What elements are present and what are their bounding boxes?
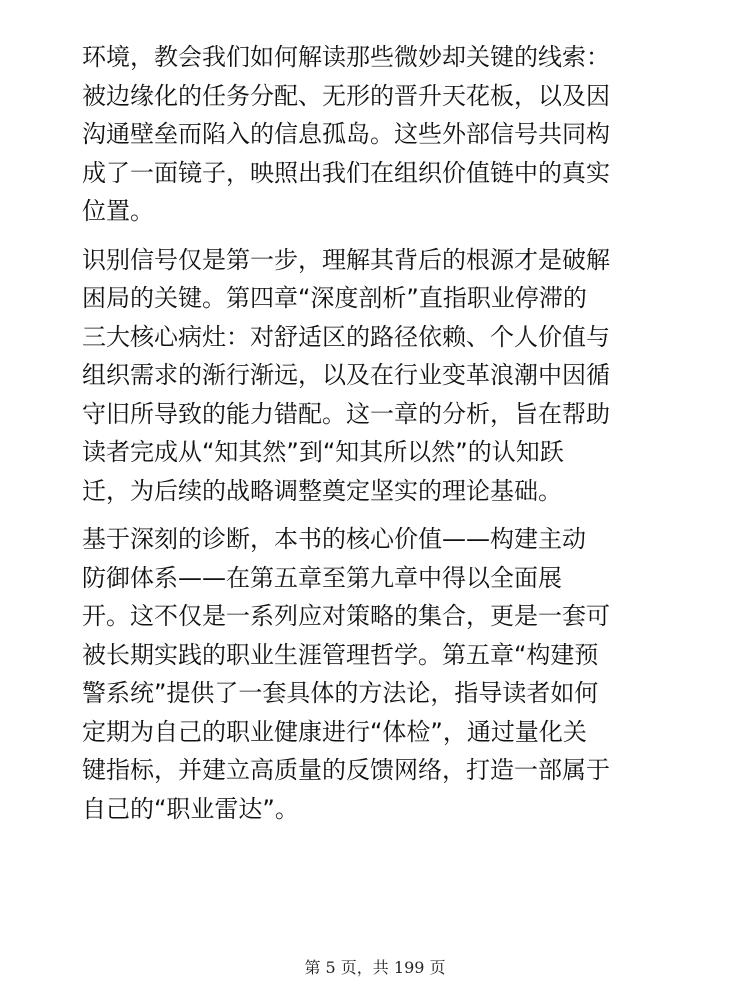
page-number: 第 5 页，共 199 页 <box>304 958 446 977</box>
paragraph-2 <box>82 241 672 511</box>
text-line: 组织需求的渐行渐远，以及在行业变革浪潮中因循 <box>82 361 610 389</box>
paragraph-1 <box>82 38 672 231</box>
body-text <box>82 38 672 828</box>
text-line: 环境，教会我们如何解读那些微妙却关键的线索： <box>82 43 610 71</box>
text-line: 守旧所导致的能力错配。这一章的分析，旨在帮助 <box>82 399 610 428</box>
text-line: 基于深刻的诊断，本书的核心价值——构建主动 <box>82 525 586 553</box>
text-line: 防御体系——在第五章至第九章中得以全面展 <box>82 563 562 592</box>
text-line: 困局的关键。第四章“深度剖析”直指职业停滞的 <box>82 284 587 312</box>
text-line: 被长期实践的职业生涯管理哲学。第五章“构建预 <box>82 640 599 669</box>
text-line: 读者完成从“知其然”到“知其所以然”的认知跃 <box>82 438 564 466</box>
text-line: 键指标，并建立高质量的反馈网络，打造一部属于 <box>82 756 610 784</box>
text-line: 迁，为后续的战略调整奠定坚实的理论基础。 <box>82 476 562 505</box>
text-line: 识别信号仅是第一步，理解其背后的根源才是破解 <box>82 245 610 274</box>
text-line: 位置。 <box>82 197 154 225</box>
paragraph-3 <box>82 520 672 828</box>
text-line: 沟通壁垒而陷入的信息孤岛。这些外部信号共同构 <box>82 120 610 148</box>
text-line: 定期为自己的职业健康进行“体检”，通过量化关 <box>82 717 587 746</box>
paragraph-spacer <box>82 231 672 241</box>
text-line: 三大核心病灶：对舒适区的路径依赖、个人价值与 <box>82 322 610 351</box>
text-line: 被边缘化的任务分配、无形的晋升天花板，以及因 <box>82 81 610 110</box>
paragraph-spacer <box>82 510 672 520</box>
text-line: 开。这不仅是一系列应对策略的集合，更是一套可 <box>82 602 610 630</box>
text-line: 成了一面镜子，映照出我们在组织价值链中的真实 <box>82 158 610 187</box>
text-line: 警系统”提供了一套具体的方法论，指导读者如何 <box>82 679 599 707</box>
text-line: 自己的“职业雷达”。 <box>82 794 299 823</box>
